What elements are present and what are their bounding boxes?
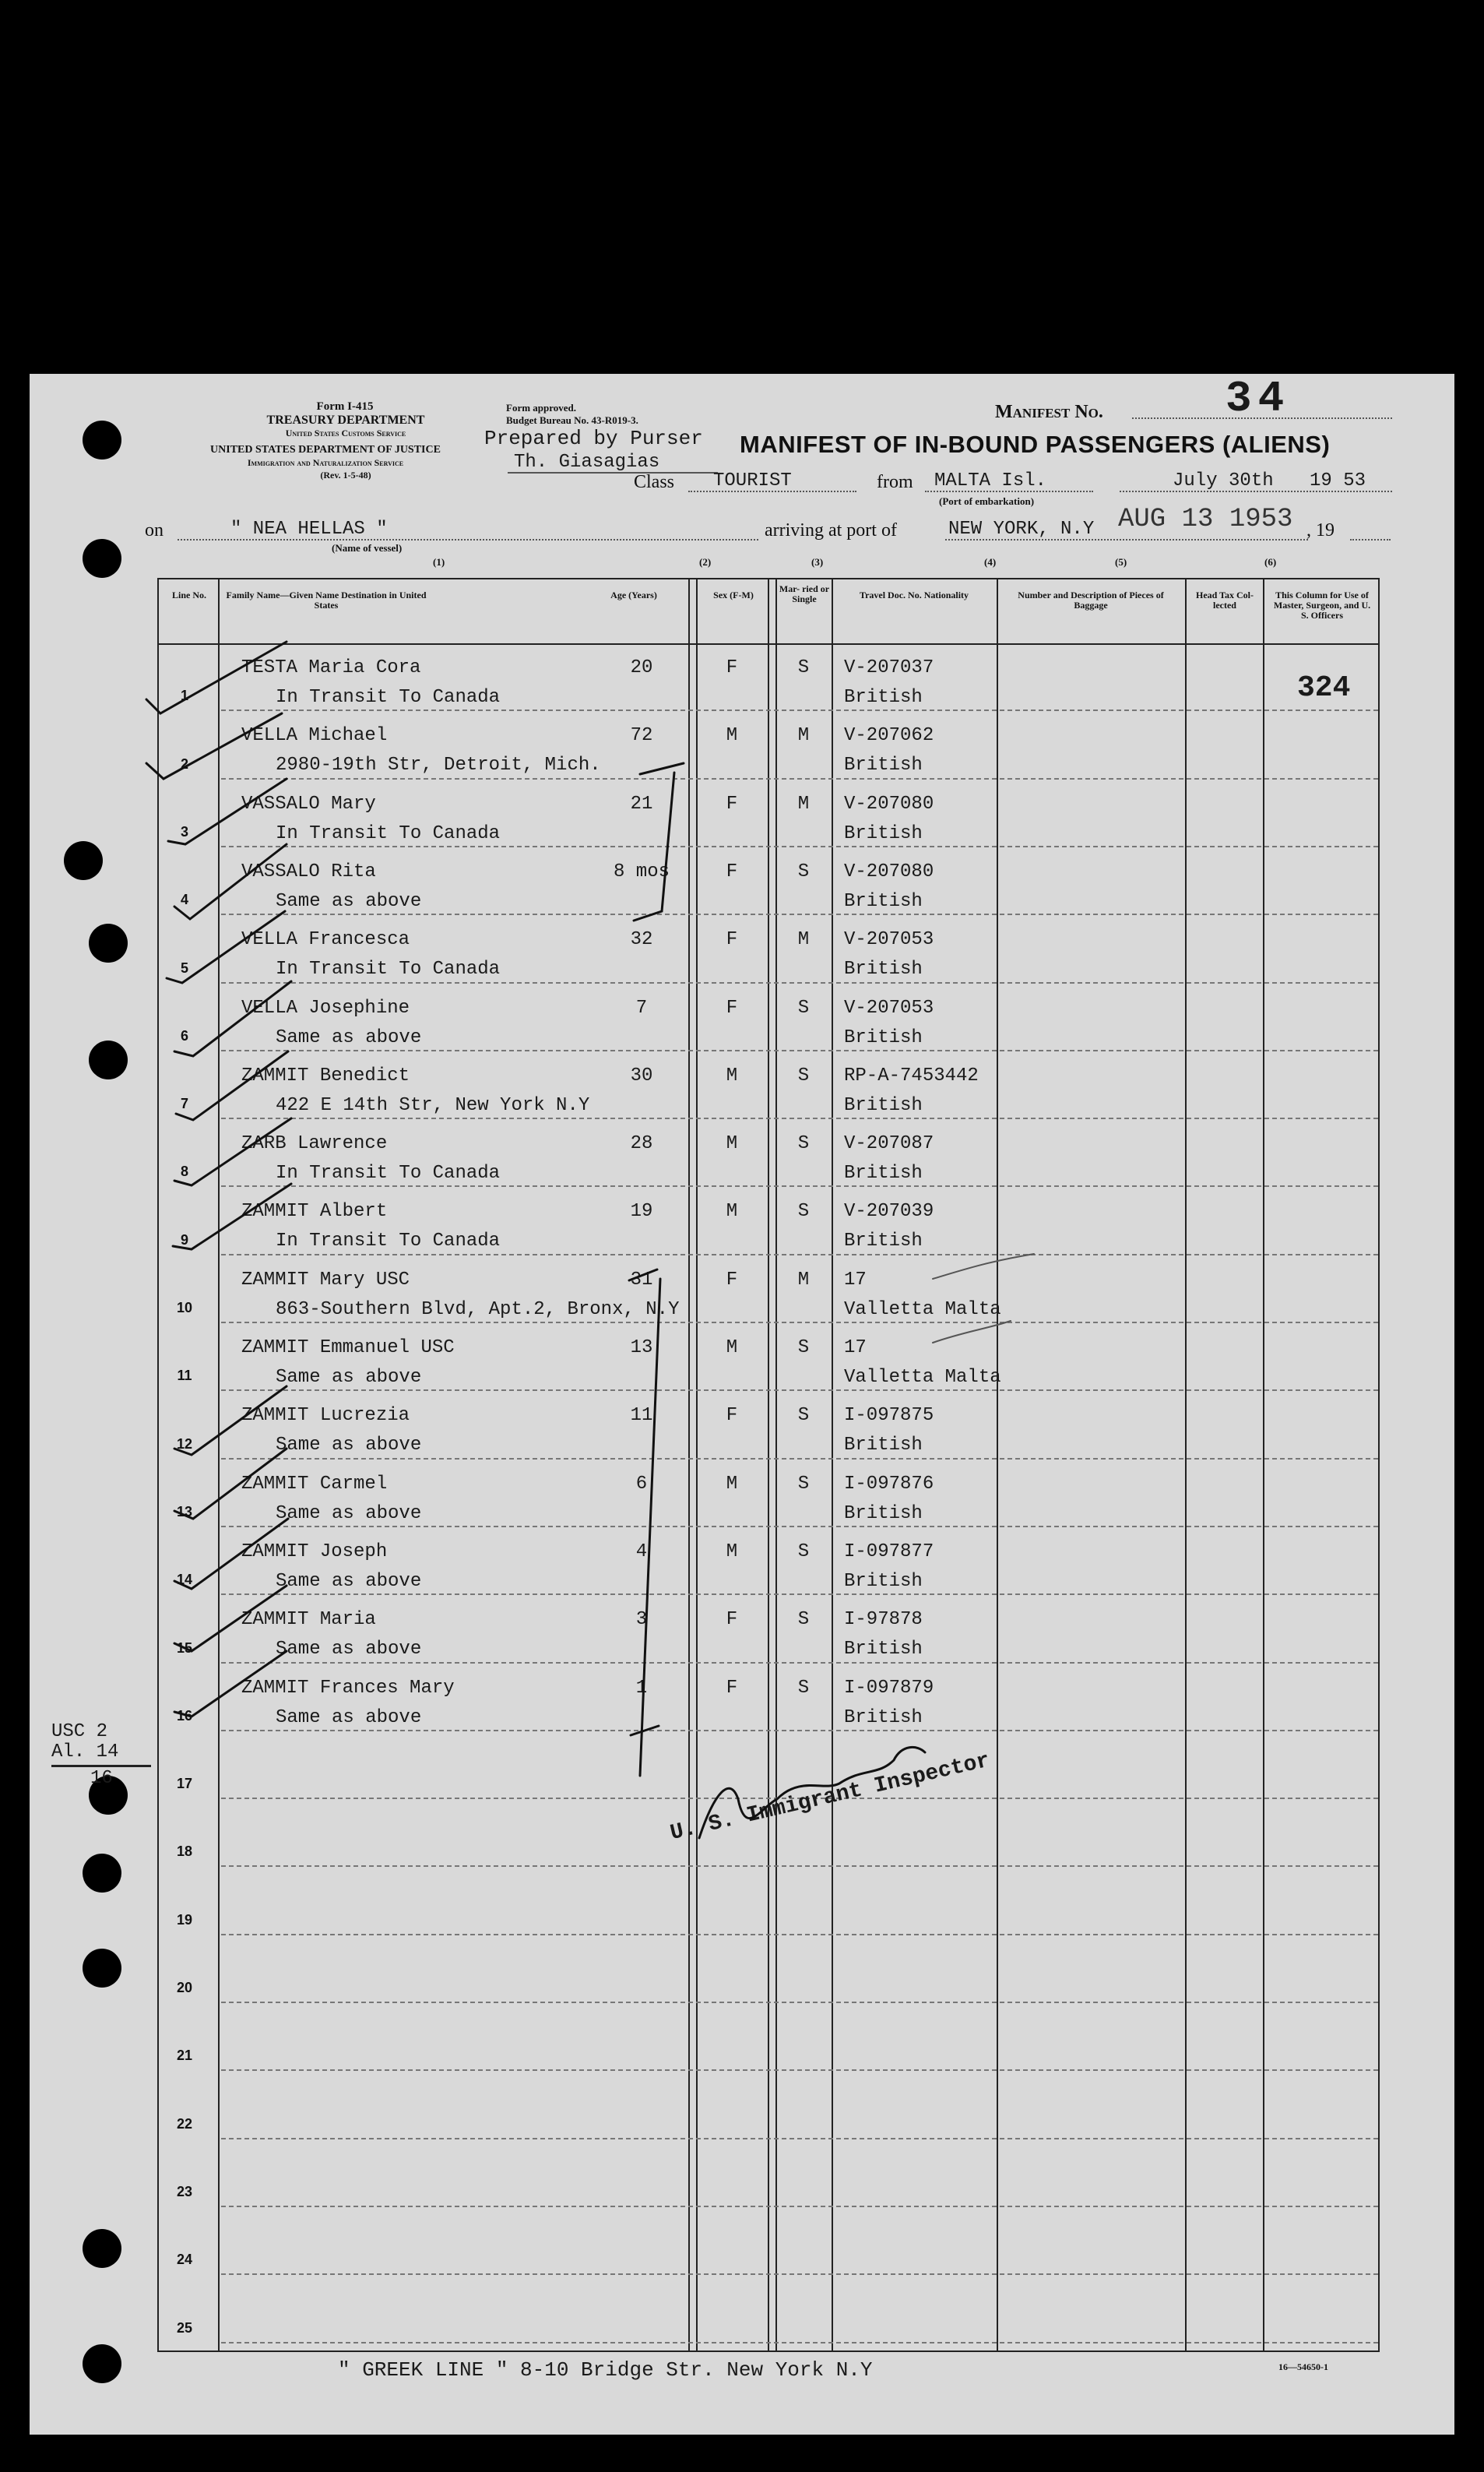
purser-name: Th. Giasagias — [514, 452, 660, 473]
passenger-marital: S — [797, 1609, 810, 1631]
passenger-destination: In Transit To Canada — [276, 822, 501, 844]
from-label: from — [877, 472, 913, 492]
line-number: 20 — [176, 1980, 193, 1995]
passenger-name: ZAMMIT Emmanuel USC — [241, 1337, 455, 1358]
passenger-sex: F — [726, 861, 738, 882]
passenger-name: ZAMMIT Frances Mary — [241, 1677, 455, 1699]
passenger-nationality: British — [844, 687, 923, 708]
passenger-marital: S — [797, 861, 810, 882]
passenger-destination: Same as above — [276, 1435, 422, 1456]
line-number: 13 — [176, 1503, 193, 1519]
line-number: 25 — [176, 2319, 193, 2336]
passenger-marital: M — [797, 929, 810, 951]
passenger-destination: Same as above — [276, 1026, 422, 1048]
passenger-destination: In Transit To Canada — [276, 959, 501, 981]
vessel-name: " NEA HELLAS " — [230, 519, 388, 540]
passenger-destination: 2980-19th Str, Detroit, Mich. — [276, 755, 601, 776]
passenger-destination: In Transit To Canada — [276, 687, 501, 708]
passenger-marital: S — [797, 1337, 810, 1358]
form-number: Form I-415 — [316, 400, 374, 413]
passenger-destination: Same as above — [276, 1502, 422, 1524]
passenger-travel-doc: V-207062 — [844, 725, 934, 747]
passenger-nationality: Valletta Malta — [844, 1298, 1001, 1320]
header-sex: Sex (F-M) — [713, 590, 754, 600]
passenger-sex: M — [726, 1473, 738, 1495]
line-number: 3 — [180, 823, 188, 840]
header-line-no: Line No. — [171, 590, 206, 600]
passenger-name: ZAMMIT Benedict — [241, 1065, 410, 1086]
passenger-nationality: British — [844, 1706, 923, 1728]
line-number: 2 — [180, 755, 188, 772]
passenger-nationality: British — [844, 959, 923, 981]
passenger-destination: In Transit To Canada — [276, 1163, 501, 1185]
passenger-destination: Same as above — [276, 1367, 422, 1388]
passenger-sex: F — [726, 997, 738, 1019]
inspector-stamp: U. S. Immigrant Inspector — [668, 1748, 993, 1847]
passenger-sex: F — [726, 1405, 738, 1427]
line-number: 6 — [180, 1027, 188, 1044]
passenger-name: VASSALO Rita — [241, 861, 376, 882]
passenger-marital: S — [797, 1405, 810, 1427]
vessel-label: (Name of vessel) — [332, 542, 403, 554]
passenger-destination: Same as above — [276, 1706, 422, 1728]
passenger-marital: S — [797, 1201, 810, 1223]
class-label: Class — [634, 472, 675, 492]
passenger-age: 1 — [635, 1677, 648, 1699]
passenger-travel-doc: I-097877 — [844, 1541, 934, 1562]
line-number: 10 — [176, 1300, 193, 1315]
passenger-sex: F — [726, 1269, 738, 1291]
passenger-marital: S — [797, 1473, 810, 1495]
passenger-name: ZAMMIT Albert — [241, 1201, 388, 1223]
line-number: 12 — [176, 1435, 193, 1452]
passenger-travel-doc: 17 — [844, 1269, 867, 1291]
dept-justice-sub: Immigration and Naturalization Service — [247, 457, 404, 468]
header-baggage: Number and Description of Pieces of Baggage — [1018, 590, 1164, 611]
passenger-name: TESTA Maria Cora — [241, 657, 421, 678]
manifest-title: MANIFEST OF IN-BOUND PASSENGERS (ALIENS) — [740, 431, 1331, 458]
passenger-age: 7 — [635, 997, 648, 1019]
line-number: 7 — [180, 1096, 188, 1112]
port-embarkation-label: (Port of embarkation) — [939, 495, 1035, 507]
passenger-name: ZAMMIT Mary USC — [241, 1269, 410, 1291]
passenger-age: 72 — [630, 725, 653, 747]
passenger-nationality: British — [844, 1094, 923, 1116]
passenger-age: 6 — [635, 1473, 648, 1495]
passenger-name: VELLA Francesca — [241, 929, 410, 951]
prepared-by: Prepared by Purser — [484, 427, 703, 450]
arrival-port: NEW YORK, N.Y — [948, 519, 1095, 540]
budget-bureau: Budget Bureau No. 43-R019-3. — [506, 414, 638, 426]
passenger-destination: 863-Southern Blvd, Apt.2, Bronx, N.Y — [276, 1298, 680, 1320]
footer-form-code: 16—54650-1 — [1278, 2361, 1328, 2372]
passenger-name: ZAMMIT Lucrezia — [241, 1405, 410, 1427]
manifest-no-label: Manifest No. — [995, 402, 1103, 422]
margin-note-total: 16 — [90, 1768, 113, 1789]
line-number: 1 — [180, 688, 188, 704]
passenger-travel-doc: I-97878 — [844, 1609, 923, 1631]
line-number: 5 — [180, 960, 188, 976]
passenger-nationality: Valletta Malta — [844, 1367, 1001, 1388]
manifest-page — [30, 374, 1454, 2435]
passenger-nationality: British — [844, 1163, 923, 1185]
header-travel-doc: Travel Doc. No. Nationality — [859, 590, 969, 600]
passenger-travel-doc: I-097879 — [844, 1677, 934, 1699]
passenger-travel-doc: I-097875 — [844, 1405, 934, 1427]
passenger-marital: M — [797, 793, 810, 815]
passenger-name: VELLA Josephine — [241, 997, 410, 1019]
dept-justice: UNITED STATES DEPARTMENT OF JUSTICE — [210, 444, 441, 456]
passenger-travel-doc: V-207053 — [844, 929, 934, 951]
line-number: 4 — [180, 892, 188, 908]
on-label: on — [145, 520, 164, 541]
passenger-marital: M — [797, 1269, 810, 1291]
passenger-age: 11 — [630, 1405, 653, 1427]
passenger-age: 4 — [635, 1541, 648, 1562]
line-number: 11 — [177, 1368, 192, 1384]
passenger-sex: F — [726, 1677, 738, 1699]
class-value: TOURIST — [713, 470, 792, 491]
passenger-destination: Same as above — [276, 890, 422, 912]
header-head-tax: Head Tax Col- lected — [1195, 590, 1254, 611]
line-number: 16 — [176, 1707, 193, 1724]
passenger-name: ZAMMIT Joseph — [241, 1541, 388, 1562]
col-number-4: (4) — [984, 556, 997, 568]
passenger-name: ZAMMIT Maria — [241, 1609, 376, 1631]
passenger-sex: F — [726, 657, 738, 678]
passenger-sex: M — [726, 725, 738, 747]
passenger-age: 30 — [630, 1065, 653, 1086]
line-number: 18 — [176, 1843, 193, 1860]
line-number: 21 — [176, 2048, 193, 2064]
passenger-age: 3 — [635, 1609, 648, 1631]
arrival-stamp-date: AUG 13 1953 — [1118, 505, 1293, 534]
passenger-age: 19 — [630, 1201, 653, 1223]
header-name: Family Name—Given Name Destination in United States — [226, 590, 427, 611]
arrival-year: , 19 — [1306, 520, 1335, 541]
passenger-destination: Same as above — [276, 1639, 422, 1660]
passenger-marital: S — [797, 1541, 810, 1562]
passenger-destination: 422 E 14th Str, New York N.Y — [276, 1094, 590, 1116]
passenger-age: 8 mos — [613, 861, 670, 882]
footer-shipping-line: " GREEK LINE " 8-10 Bridge Str. New York N.Y — [338, 2358, 873, 2382]
passenger-sex: F — [726, 929, 738, 951]
line-number: 19 — [176, 1911, 193, 1928]
passenger-nationality: British — [844, 1231, 923, 1252]
passenger-nationality: British — [844, 1435, 923, 1456]
passenger-travel-doc: I-097876 — [844, 1473, 934, 1495]
margin-note-al: Al. 14 — [51, 1741, 119, 1762]
form-revision: (Rev. 1-5-48) — [320, 470, 371, 481]
line-number: 17 — [176, 1776, 193, 1792]
from-value: MALTA Isl. — [934, 470, 1047, 491]
col-number-1: (1) — [433, 556, 445, 568]
dept-treasury-sub: United States Customs Service — [285, 428, 406, 438]
passenger-nationality: British — [844, 1570, 923, 1592]
passenger-nationality: British — [844, 755, 923, 776]
passenger-sex: M — [726, 1065, 738, 1086]
passenger-travel-doc: V-207080 — [844, 861, 934, 882]
line-number: 9 — [180, 1231, 188, 1248]
header-age: Age (Years) — [610, 590, 657, 600]
passenger-name: VASSALO Mary — [241, 793, 376, 815]
passenger-nationality: British — [844, 890, 923, 912]
officer-number: 324 — [1297, 671, 1351, 705]
passenger-marital: S — [797, 1133, 810, 1155]
passenger-marital: S — [797, 997, 810, 1019]
passenger-destination: In Transit To Canada — [276, 1231, 501, 1252]
passenger-sex: F — [726, 793, 738, 815]
passenger-age: 20 — [630, 657, 653, 678]
passenger-sex: M — [726, 1541, 738, 1562]
handwritten-marks — [30, 374, 1454, 2435]
passenger-nationality: British — [844, 1502, 923, 1524]
margin-note-usc: USC 2 — [51, 1721, 108, 1742]
line-number: 8 — [180, 1164, 188, 1180]
line-number: 14 — [176, 1572, 193, 1588]
passenger-travel-doc: 17 — [844, 1337, 867, 1358]
line-number: 15 — [176, 1639, 193, 1656]
passenger-age: 31 — [630, 1269, 653, 1291]
form-approval: Form approved. — [506, 402, 577, 414]
passenger-marital: S — [797, 1065, 810, 1086]
passenger-age: 21 — [630, 793, 653, 815]
header-married: Mar- ried or Single — [779, 583, 830, 604]
passenger-travel-doc: V-207037 — [844, 657, 934, 678]
passenger-nationality: British — [844, 1026, 923, 1048]
passenger-age: 28 — [630, 1133, 653, 1155]
passenger-nationality: British — [844, 822, 923, 844]
passenger-marital: M — [797, 725, 810, 747]
col-number-2: (2) — [699, 556, 712, 568]
passenger-sex: M — [726, 1337, 738, 1358]
arriving-label: arriving at port of — [765, 520, 897, 541]
passenger-travel-doc: V-207039 — [844, 1201, 934, 1223]
departure-date: July 30th — [1173, 470, 1274, 491]
dept-treasury: TREASURY DEPARTMENT — [266, 414, 425, 427]
manifest-number: 34 — [1226, 374, 1291, 424]
col-number-3: (3) — [811, 556, 824, 568]
passenger-destination: Same as above — [276, 1570, 422, 1592]
passenger-age: 32 — [630, 929, 653, 951]
departure-year: 19 53 — [1310, 470, 1366, 491]
passenger-marital: S — [797, 1677, 810, 1699]
passenger-sex: M — [726, 1133, 738, 1155]
passenger-marital: S — [797, 657, 810, 678]
passenger-age: 13 — [630, 1337, 653, 1358]
header-officers: This Column for Use of Master, Surgeon, and U. S. Officers — [1273, 590, 1371, 621]
line-number: 22 — [176, 2115, 193, 2132]
passenger-travel-doc: V-207080 — [844, 793, 934, 815]
passenger-name: ZAMMIT Carmel — [241, 1473, 388, 1495]
passenger-travel-doc: RP-A-7453442 — [844, 1065, 979, 1086]
col-number-5: (5) — [1115, 556, 1127, 568]
col-number-6: (6) — [1264, 556, 1277, 568]
line-number: 23 — [176, 2183, 193, 2199]
passenger-travel-doc: V-207087 — [844, 1133, 934, 1155]
passenger-sex: M — [726, 1201, 738, 1223]
passenger-name: ZARB Lawrence — [241, 1133, 388, 1155]
passenger-name: VELLA Michael — [241, 725, 388, 747]
passenger-sex: F — [726, 1609, 738, 1631]
passenger-nationality: British — [844, 1639, 923, 1660]
passenger-travel-doc: V-207053 — [844, 997, 934, 1019]
line-number: 24 — [176, 2252, 193, 2268]
